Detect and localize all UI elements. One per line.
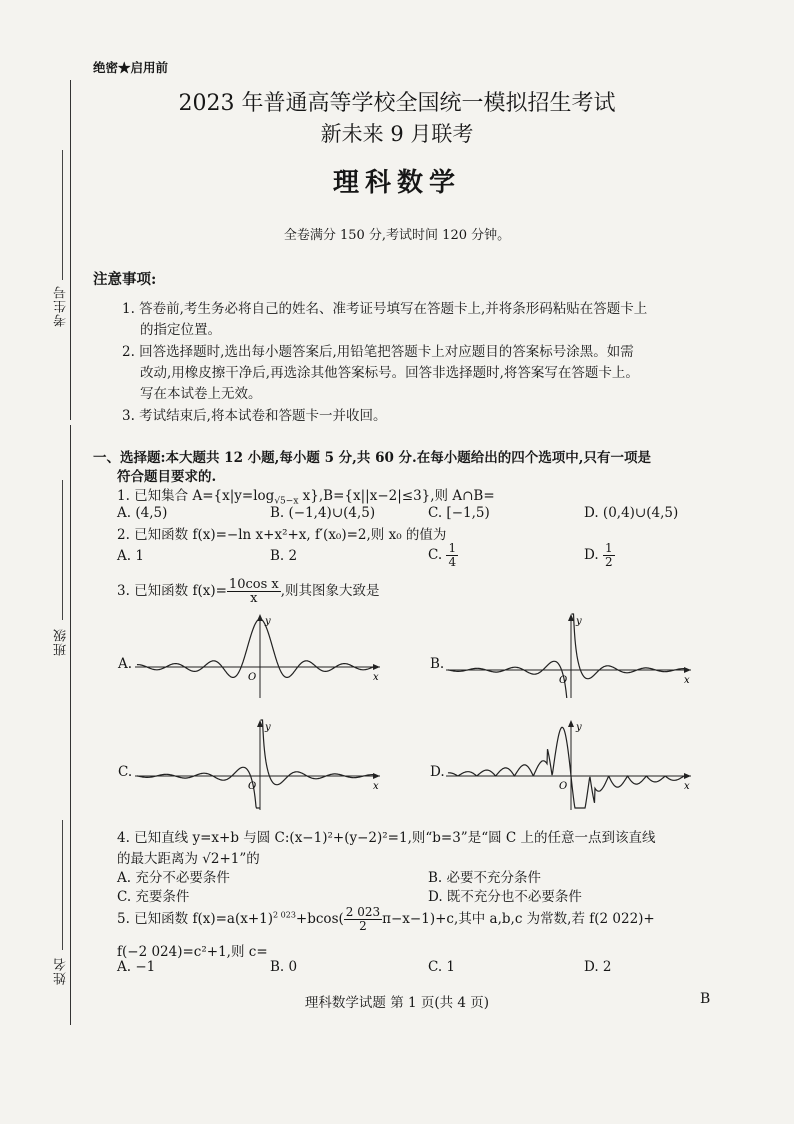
notice-item: 改动,用橡皮擦干净后,再选涂其他答案标号。回答非选择题时,将答案写在答题卡上。 — [140, 365, 639, 381]
q4-option-a[interactable]: A. 充分不必要条件 — [117, 870, 230, 886]
q1-option-b[interactable]: B. (−1,4)∪(4,5) — [270, 505, 376, 521]
notice-item: 写在本试卷上无效。 — [140, 386, 262, 402]
sidebar-divider-bottom — [70, 425, 71, 1025]
class-rule — [62, 480, 63, 620]
graph-c-origin-label: O — [248, 781, 257, 792]
question-5-stem: 5. 已知函数 $f(x)=a(x+1)^{2 023}+bcos$( $\frac{2 023}{2}$ π−x−1)+c,其中 a,b,c 为常数,若 f(2 022)+ — [117, 905, 655, 933]
q3-graph-c[interactable] — [135, 718, 385, 810]
name-label: 姓名 — [54, 957, 69, 985]
q3-graph-b[interactable] — [446, 612, 696, 698]
title-line1: 2023 年普通高等学校全国统一模拟招生考试 — [178, 91, 616, 116]
q1-option-a[interactable]: A. (4,5) — [117, 505, 168, 521]
graph-c-y-axis-label: y — [265, 722, 271, 733]
question-1-stem: 1. 已知集合 $A=\{x|y=\log_{√5-x}$ x},B={x||x−2|≤3},则 A∩B= — [117, 488, 495, 507]
q1-option-d[interactable]: D. (0,4)∪(4,5) — [584, 505, 679, 521]
graph-d-origin-label: O — [559, 781, 568, 792]
q3-option-b-label[interactable]: B. — [430, 656, 445, 672]
graph-a-origin-label: O — [248, 672, 257, 683]
graph-b-origin-label: O — [559, 675, 568, 686]
graph-c-x-axis-label: x — [373, 781, 379, 792]
question-3-stem: 3. 已知函数 f(x)= $\frac{\text{10cos x}}{x}$ ,则其图象大致是 — [117, 577, 380, 606]
graph-b-y-axis-label: y — [576, 616, 582, 627]
q3-graph-a[interactable] — [135, 612, 385, 698]
q3-option-c-label[interactable]: C. — [118, 764, 133, 780]
question-5-stem-cont: f(−2 024)=c²+1,则 c= — [117, 944, 268, 960]
q2-option-b[interactable]: B. 2 — [270, 548, 298, 564]
q5-option-d[interactable]: D. 2 — [584, 959, 612, 975]
q1-option-c[interactable]: C. [−1,5) — [428, 505, 490, 521]
graph-d-y-axis-label: y — [576, 722, 582, 733]
q5-option-c[interactable]: C. 1 — [428, 959, 456, 975]
class-label: 班级 — [54, 628, 69, 656]
question-4-stem-cont: 的最大距离为 √2+1”的 — [117, 851, 260, 867]
page-footer: 理科数学试题 第 1 页(共 4 页) — [304, 995, 490, 1011]
section-heading-cont: 符合题目要求的. — [117, 469, 217, 485]
notice-item: 3. 考试结束后,将本试卷和答题卡一并收回。 — [122, 408, 387, 424]
notice-item: 2. 回答选择题时,选出每小题答案后,用铅笔把答题卡上对应题目的答案标号涂黑。如需 — [122, 344, 634, 360]
question-2-stem: 2. 已知函数 f(x)=−ln x+x²+x, f′(x₀)=2,则 x₀ 的值为 — [117, 527, 447, 543]
q2-option-a[interactable]: A. 1 — [117, 548, 144, 564]
question-4-stem: 4. 已知直线 y=x+b 与圆 C:(x−1)²+(y−2)²=1,则“b=3”是“圆 C 上的任意一点到该直线 — [117, 830, 656, 846]
examinee-no-label: 考生号 — [54, 285, 69, 327]
title-line2: 新未来 9 月联考 — [320, 122, 474, 146]
q5-option-b[interactable]: B. 0 — [270, 959, 298, 975]
q4-option-c[interactable]: C. 充要条件 — [117, 889, 190, 905]
graph-a-x-axis-label: x — [373, 672, 379, 683]
paper-version: B — [700, 991, 711, 1007]
q3-option-a-label[interactable]: A. — [118, 656, 133, 672]
graph-d-x-axis-label: x — [684, 781, 690, 792]
q4-option-d[interactable]: D. 既不充分也不必要条件 — [428, 889, 582, 905]
graph-a-y-axis-label: y — [265, 616, 271, 627]
name-rule — [62, 820, 63, 950]
q2-option-d[interactable]: D. $\frac{1}{2}$ — [584, 541, 613, 569]
q4-option-b[interactable]: B. 必要不充分条件 — [428, 870, 542, 886]
graph-b-x-axis-label: x — [684, 675, 690, 686]
q3-graph-d[interactable] — [446, 718, 696, 810]
section-heading: 一、选择题:本大题共 12 小题,每小题 5 分,共 60 分.在每小题给出的四个选项中,只有一项是 — [93, 450, 651, 466]
notice-item: 的指定位置。 — [140, 322, 221, 338]
notice-heading: 注意事项: — [93, 271, 157, 288]
full-score-note: 全卷满分 150 分,考试时间 120 分钟。 — [283, 228, 511, 243]
subject-title: 理科数学 — [332, 168, 461, 198]
q5-option-a[interactable]: A. −1 — [117, 959, 156, 975]
q2-option-c[interactable]: C. $\frac{1}{4}$ — [428, 541, 457, 569]
q3-option-d-label[interactable]: D. — [430, 764, 445, 780]
secret-label: 绝密★启用前 — [93, 60, 169, 75]
notice-item: 1. 答卷前,考生务必将自己的姓名、准考证号填写在答题卡上,并将条形码粘贴在答题卡上 — [122, 301, 648, 317]
